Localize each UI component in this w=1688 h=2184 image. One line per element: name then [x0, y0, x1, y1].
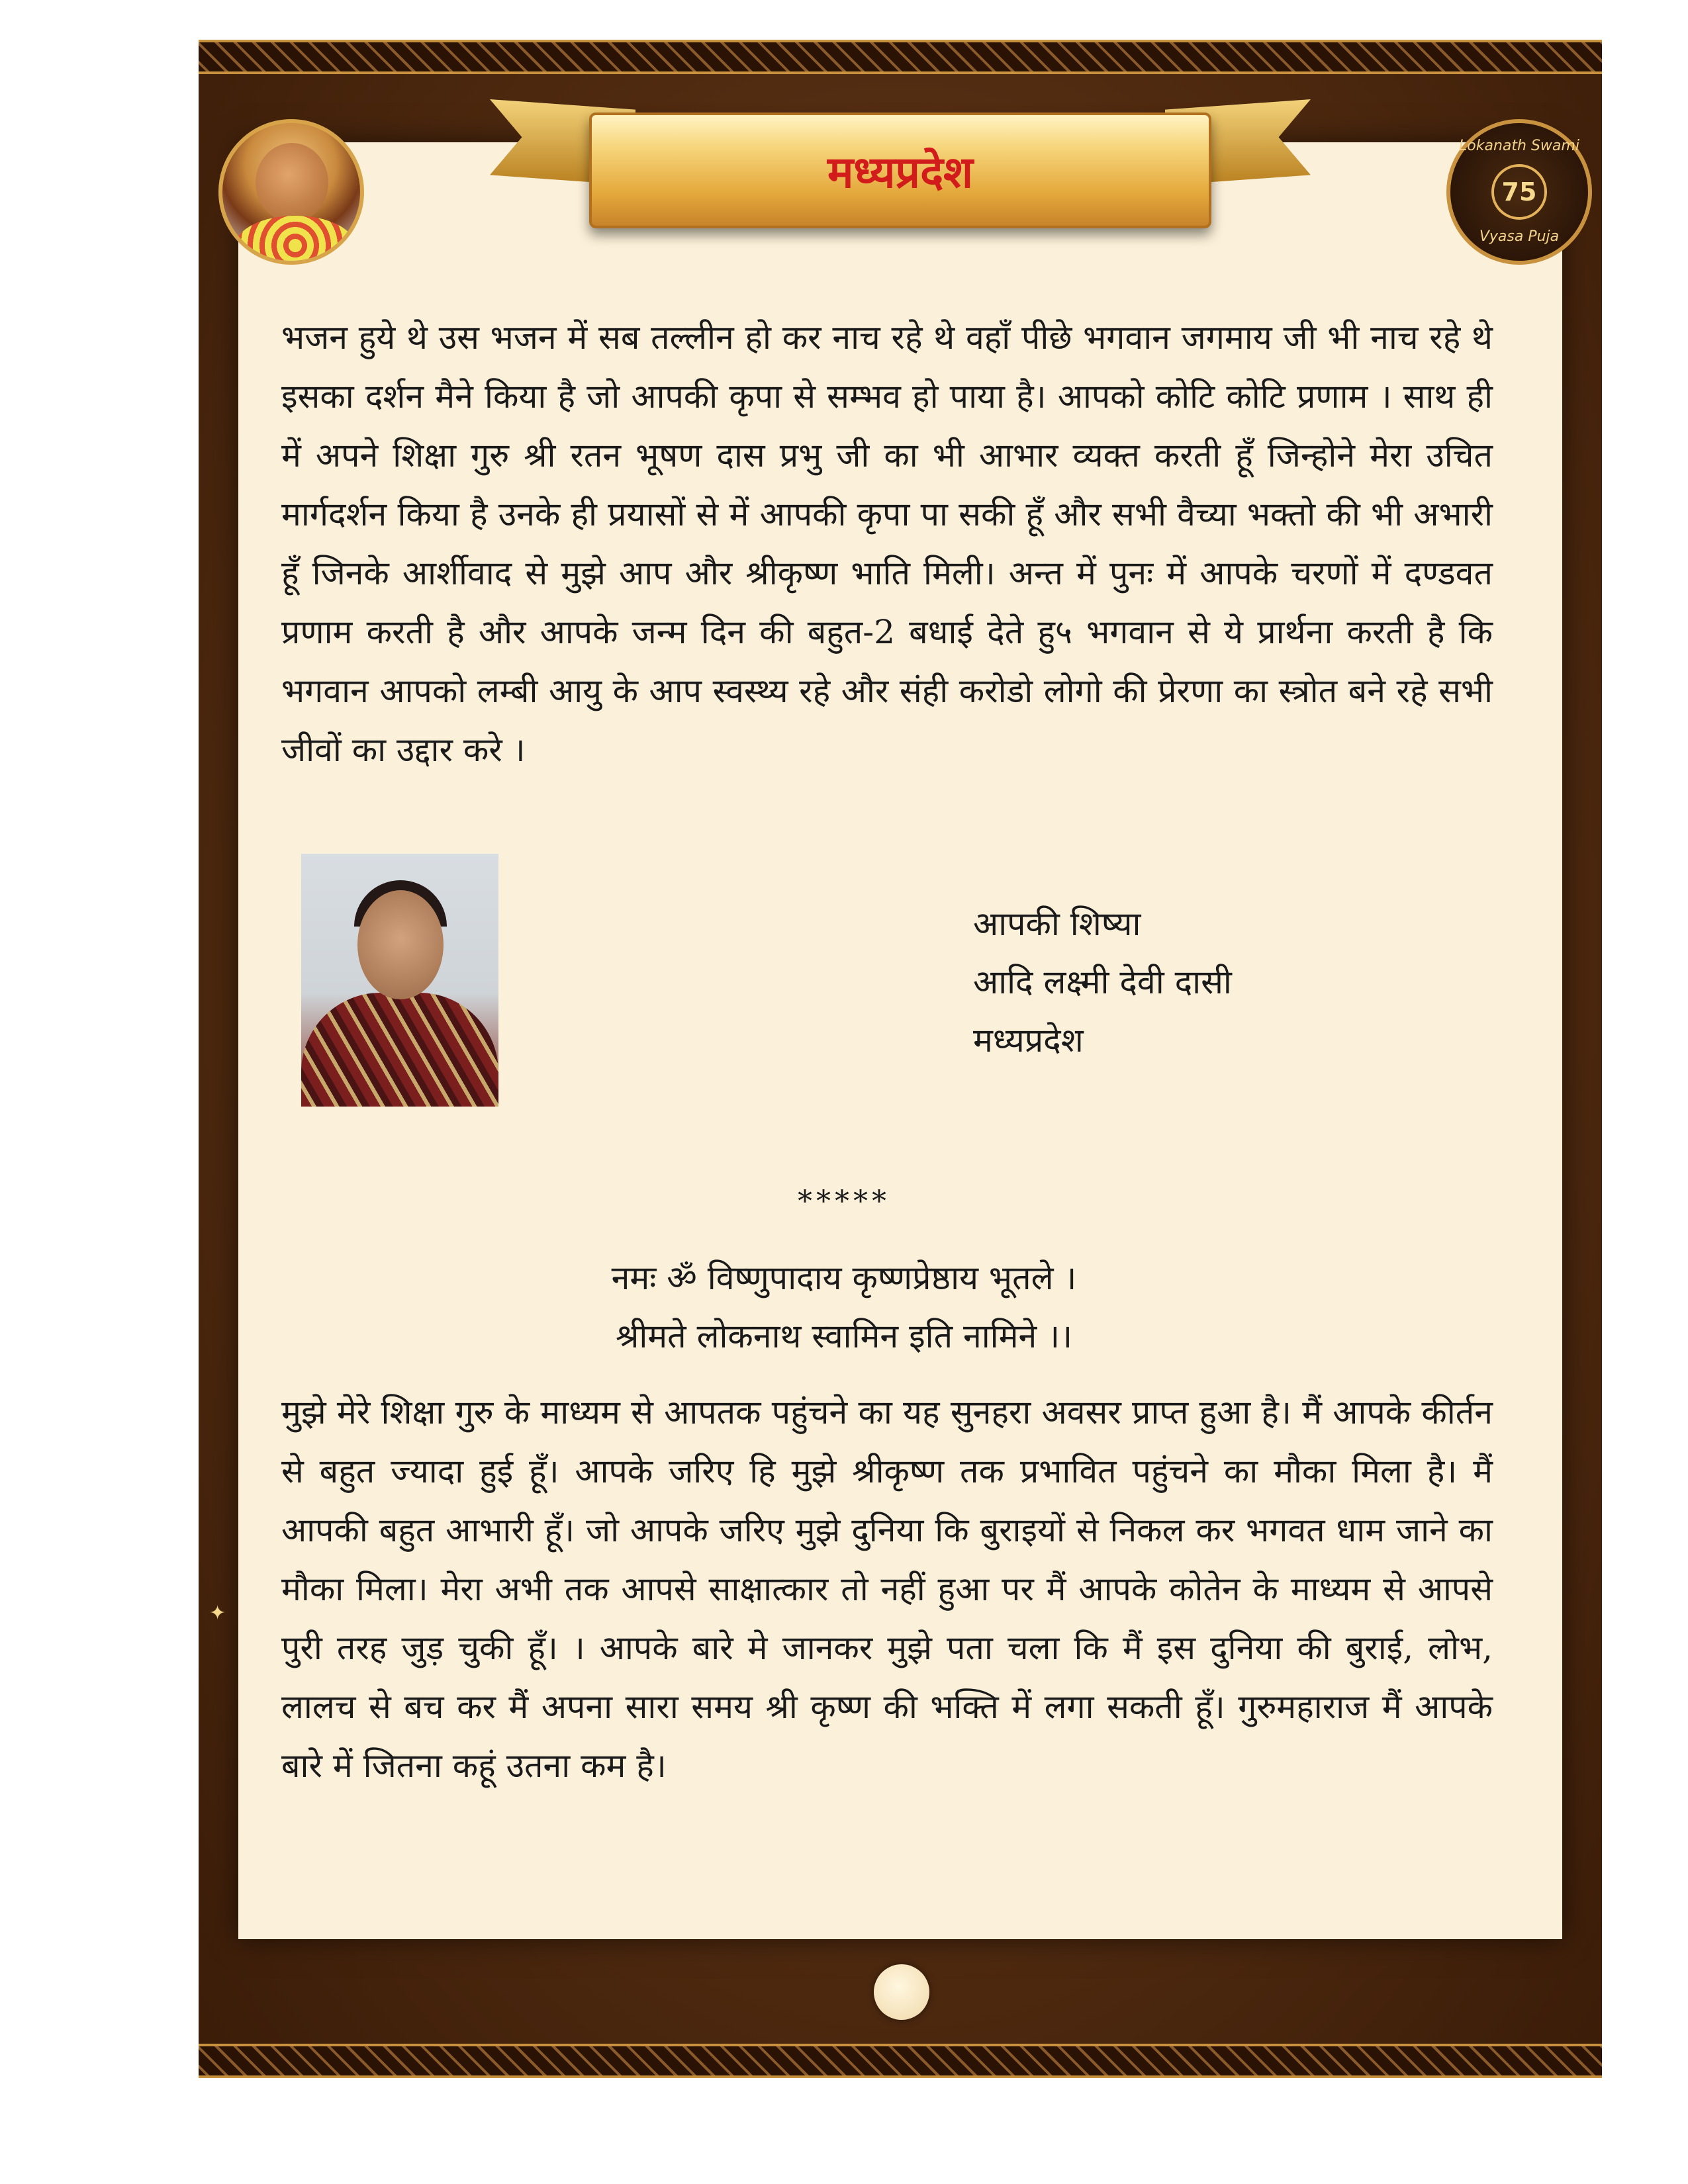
title-ribbon [589, 113, 1211, 228]
portrait-face [256, 143, 328, 222]
pranam-verse-line-1: नमः ॐ विष्णुपादाय कृष्णप्रेष्ठाय भूतले । [611, 1259, 1077, 1297]
page-title: मध्यप्रदेश [827, 146, 974, 198]
disciple-photo [301, 854, 498, 1107]
pranam-verse-line-2: श्रीमते लोकनाथ स्वामिन इति नामिने ।। [615, 1317, 1073, 1355]
portrait-garland [236, 216, 355, 265]
photo-face [357, 890, 444, 999]
badge-bottom-text: Vyasa Puja [1479, 228, 1560, 245]
badge-number: 75 [1491, 164, 1547, 220]
sparkle-icon: ✦ [209, 1602, 226, 1625]
guru-portrait-image [218, 119, 364, 265]
signature-name: आदि लक्ष्मी देवी दासी [973, 963, 1232, 1001]
letter-paragraph-1: भजन हुये थे उस भजन में सब तल्लीन हो कर नाच रहे थे वहाँ पीछे भगवान जगमाय जी भी नाच रहे थे इसका दर्शन मैने किया है जो आपकी कृपा से सम्भव हो पाया है। आपको कोटि कोटि प्रणाम । साथ ही में अपने शिक्षा गुरु श्री रतन भूषण दास प्रभु जी का भी आभार व्यक्त करती हूँ जिन्होने मेरा उचित मार्गदर्शन किया है उनके ही प्रयासों से में आपकी कृपा पा सकी हूँ और सभी वैच्या भक्तो की भी अभारी हूँ जिनके आर्शीवाद से मुझे आप और श्रीकृष्ण भाति मिली। अन्त में पुनः में आपके चरणों में दण्डवत प्रणाम करती है और आपके जन्म दिन की बहुत-2 बधाई देते हु५ भगवान से ये प्रार्थना करती है कि भगवान आपको लम्बी आयु के आप स्वस्थ्य रहे और संही करोडो लोगो की प्रेरणा का स्त्रोत बने रहे सभी जीवों का उद्दार करे । [281, 318, 1493, 769]
letter-paragraph-2: मुझे मेरे शिक्षा गुरु के माध्यम से आपतक पहुंचने का यह सुनहरा अवसर प्राप्त हुआ है। मैं आपके कीर्तन से बहुत ज्यादा हुई हूँ। आपके जरिए हि मुझे श्रीकृष्ण तक प्रभावित पहुंचने का मौका मिला है। मैं आपकी बहुत आभारी हूँ। जो आपके जरिए मुझे दुनिया कि बुराइयों से निकल कर भगवत धाम जाने का मौका मिला। मेरा अभी तक आपसे साक्षात्कार तो नहीं हुआ पर मैं आपके कोतेन के माध्यम से आपसे पुरी तरह जुड़ चुकी हूँ। । आपके बारे मे जानकर मुझे पता चला कि मैं इस दुनिया की बुराई, लोभ, लालच से बच कर मैं अपना सारा समय श्री कृष्ण की भक्ति में लगा सकती हूँ। गुरुमहाराज मैं आपके बारे में जितना कहूं उतना कम है। [281, 1393, 1493, 1785]
signature-place: मध्यप्रदेश [973, 1021, 1084, 1060]
photo-shawl [301, 993, 498, 1107]
top-border-band [199, 40, 1602, 74]
anniversary-badge [1446, 119, 1592, 265]
signature-line-1: आपकी शिष्या [973, 905, 1141, 943]
bottom-border-band [199, 2044, 1602, 2078]
badge-top-text: Lokanath Swami [1459, 138, 1579, 154]
page-marker-circle [874, 1964, 929, 2020]
section-separator: ***** [798, 1185, 890, 1218]
